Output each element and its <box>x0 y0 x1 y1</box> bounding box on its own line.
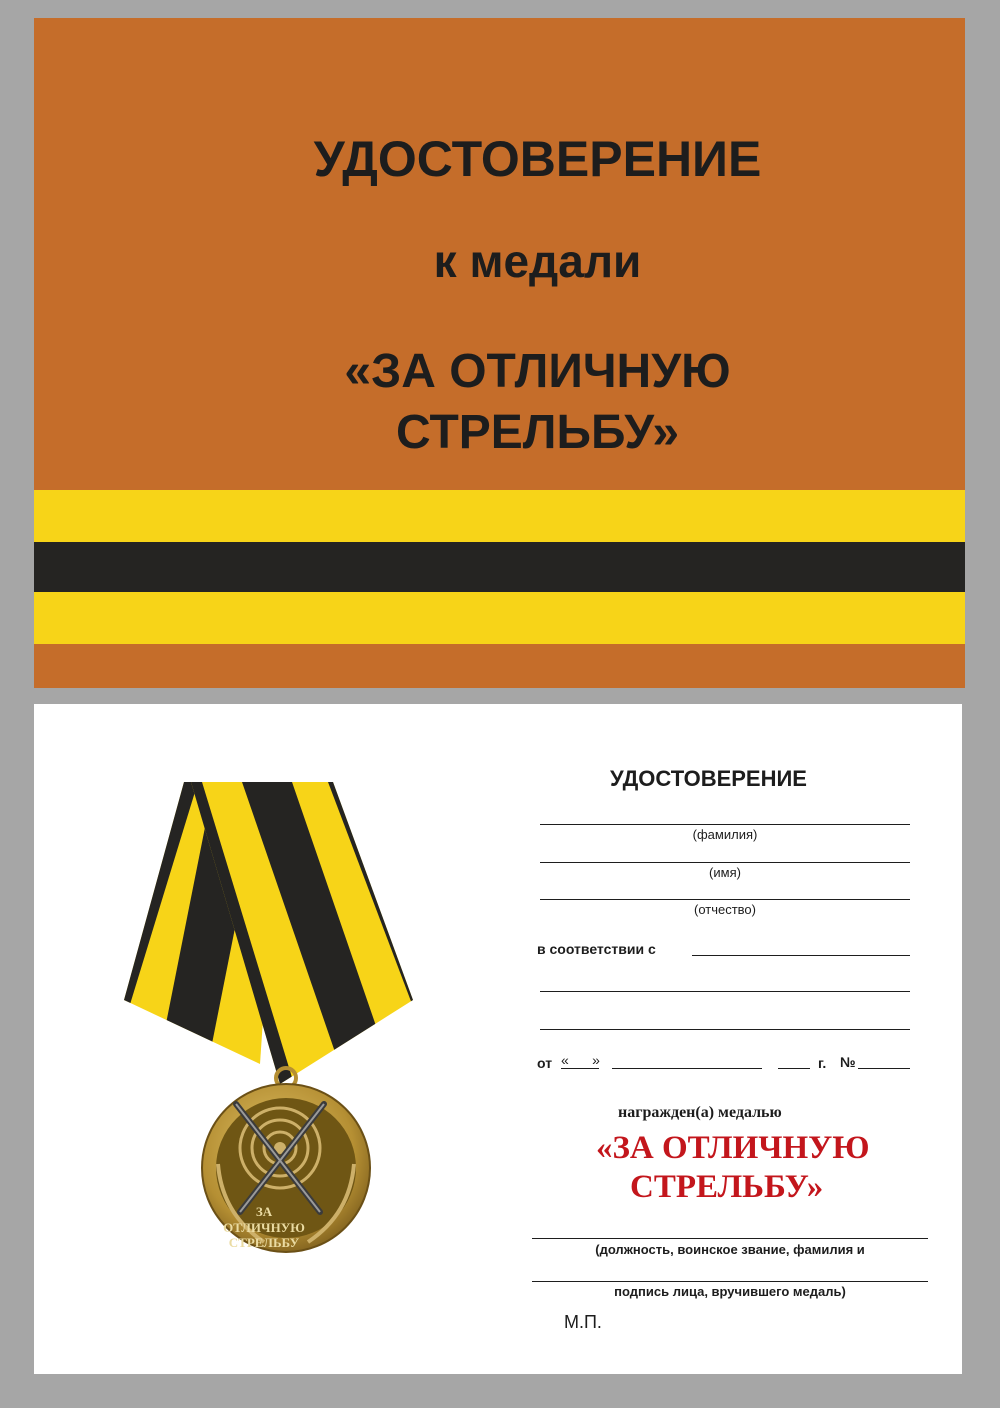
number-line <box>858 1068 910 1069</box>
medal-inscription-line3: СТРЕЛЬБУ <box>228 1235 300 1250</box>
inner-medal-name-line2: СТРЕЛЬБУ» <box>630 1169 824 1205</box>
ribbon-stripe-yellow-top <box>34 490 965 542</box>
cover-subtitle: к медали <box>433 235 642 287</box>
according-to-line <box>692 955 910 956</box>
position-caption: (должность, воинское звание, фамилия и <box>595 1242 865 1257</box>
basis-line-1 <box>540 991 910 992</box>
certificate-inner-page: ЗА ОТЛИЧНУЮ СТРЕЛЬБУ УДОСТОВЕРЕНИЕ (фамилия) (имя) (отчество) в соответствии с от « » г. № награжден(а) медалью «ЗА ОТЛИЧНУЮ СТРЕЛЬБУ» (должность, воинское звание, фамилия и подпись лица, вручившего медаль) М.П. <box>34 704 962 1374</box>
patronymic-caption: (отчество) <box>693 902 756 917</box>
surname-line <box>540 824 910 825</box>
medal-illustration <box>114 764 444 1334</box>
name-line <box>540 862 910 863</box>
date-year-line <box>778 1068 810 1069</box>
date-day-quote: « » <box>561 1052 600 1068</box>
medal-inscription-line2: ОТЛИЧНУЮ <box>223 1220 305 1235</box>
medal-inscription-line1: ЗА <box>255 1204 273 1219</box>
inner-medal-name-line1: «ЗА ОТЛИЧНУЮ <box>596 1130 870 1166</box>
signature-line <box>532 1281 928 1282</box>
certificate-cover <box>34 18 965 688</box>
cover-medal-name-line2: СТРЕЛЬБУ» <box>395 406 680 459</box>
ribbon-stripe-black <box>34 542 965 592</box>
date-day-line <box>561 1068 599 1069</box>
date-from-label: от <box>537 1055 553 1071</box>
date-month-line <box>612 1068 762 1069</box>
according-to-label: в соответствии с <box>537 941 656 957</box>
ribbon-stripe-yellow-bottom <box>34 592 965 644</box>
stamp-place-label: М.П. <box>564 1312 602 1332</box>
awarded-label: награжден(а) медалью <box>618 1104 782 1121</box>
surname-caption: (фамилия) <box>692 827 758 842</box>
name-caption: (имя) <box>709 865 741 880</box>
year-suffix: г. <box>818 1055 827 1071</box>
cover-title: УДОСТОВЕРЕНИЕ <box>313 131 762 187</box>
signature-caption: подпись лица, вручившего медаль) <box>614 1284 846 1299</box>
medal-disc-icon <box>202 1084 370 1252</box>
patronymic-line <box>540 899 910 900</box>
basis-line-2 <box>540 1029 910 1030</box>
number-sign: № <box>840 1054 856 1070</box>
cover-medal-name-line1: «ЗА ОТЛИЧНУЮ <box>344 345 731 398</box>
position-line <box>532 1238 928 1239</box>
